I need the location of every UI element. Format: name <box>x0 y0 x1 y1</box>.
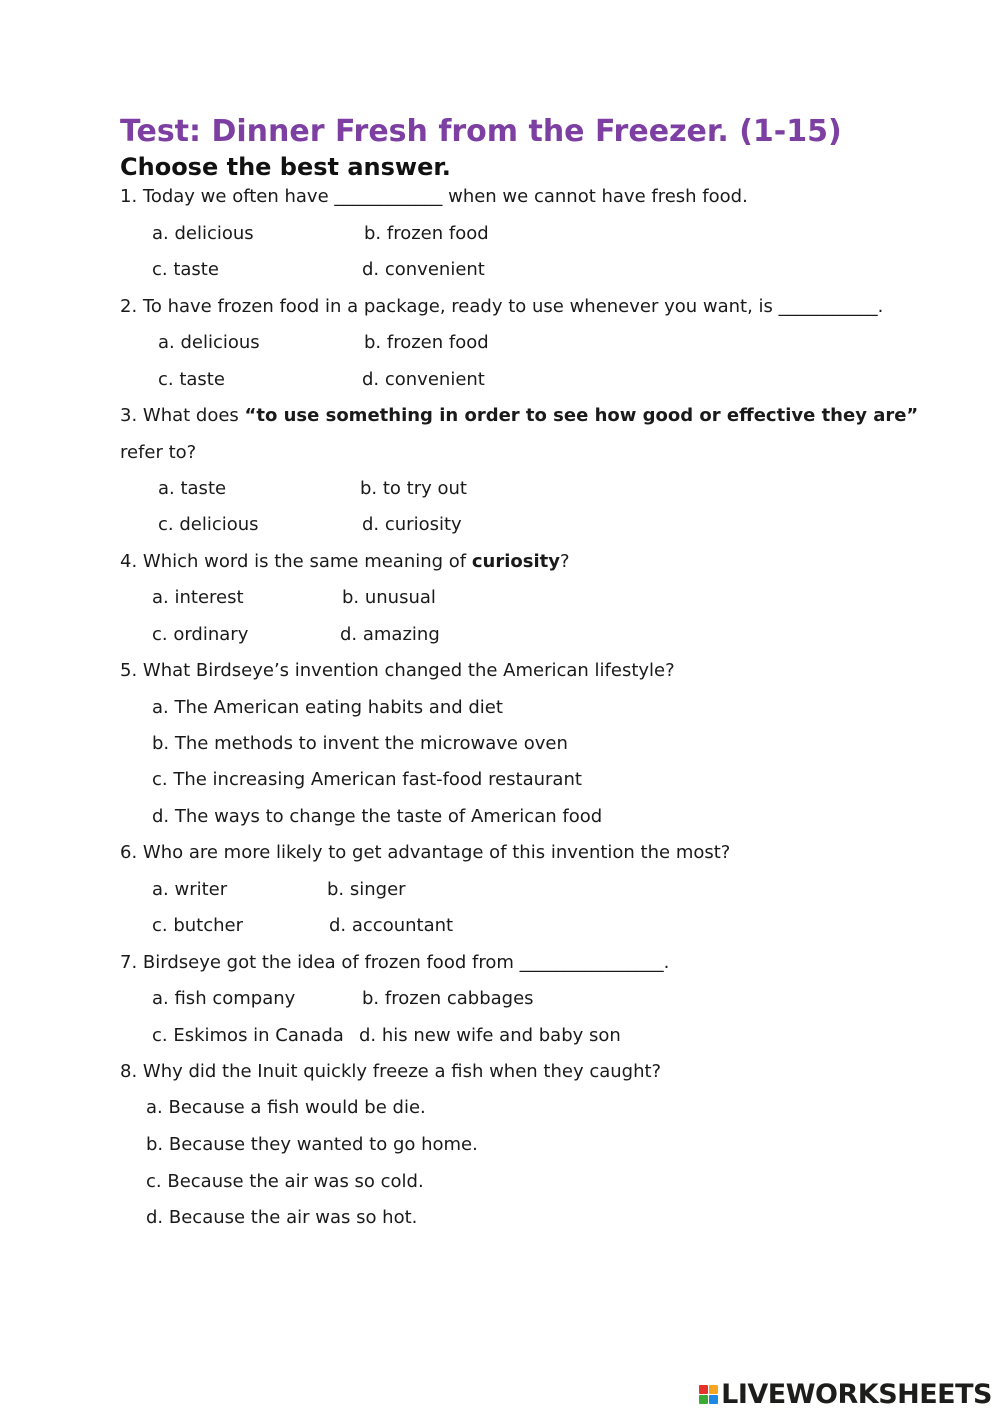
page-title: Test: Dinner Fresh from the Freezer. (1-15) <box>120 114 842 149</box>
question-4-mark: ? <box>560 551 570 572</box>
q8-option-d[interactable]: d. Because the air was so hot. <box>146 1207 418 1228</box>
q6-option-a[interactable]: a. writer <box>152 879 228 900</box>
q6-option-b[interactable]: b. singer <box>327 879 406 900</box>
q8-option-a[interactable]: a. Because a fish would be die. <box>146 1097 426 1118</box>
q3-option-a[interactable]: a. taste <box>158 478 227 499</box>
question-3 <box>120 404 918 428</box>
q7-option-b[interactable]: b. frozen cabbages <box>362 988 534 1009</box>
q5-option-c[interactable]: c. The increasing American fast-food restaurant <box>152 769 582 790</box>
question-4 <box>120 550 570 574</box>
q8-option-c[interactable]: c. Because the air was so cold. <box>146 1171 424 1192</box>
logo-block-green <box>699 1395 708 1404</box>
q4-option-c[interactable]: c. ordinary <box>152 624 249 645</box>
question-7: 7. Birdseye got the idea of frozen food from ________________. <box>120 952 670 973</box>
q4-option-b[interactable]: b. unusual <box>342 587 436 608</box>
q7-option-c[interactable]: c. Eskimos in Canada <box>152 1025 344 1046</box>
question-8: 8. Why did the Inuit quickly freeze a fish when they caught? <box>120 1061 662 1082</box>
q2-option-d[interactable]: d. convenient <box>362 369 485 390</box>
question-6: 6. Who are more likely to get advantage of this invention the most? <box>120 842 731 863</box>
question-3-text: 3. What does <box>120 405 245 426</box>
question-4-text: 4. Which word is the same meaning of <box>120 551 472 572</box>
q1-option-d[interactable]: d. convenient <box>362 259 485 280</box>
q3-option-b[interactable]: b. to try out <box>360 478 467 499</box>
q3-option-c[interactable]: c. delicious <box>158 514 259 535</box>
logo-block-red <box>699 1385 708 1394</box>
q4-option-d[interactable]: d. amazing <box>340 624 440 645</box>
q2-option-b[interactable]: b. frozen food <box>364 332 489 353</box>
q2-option-c[interactable]: c. taste <box>158 369 225 390</box>
logo-block-blue <box>709 1395 718 1404</box>
q6-option-c[interactable]: c. butcher <box>152 915 244 936</box>
question-5: 5. What Birdseye’s invention changed the American lifestyle? <box>120 660 675 681</box>
q4-option-a[interactable]: a. interest <box>152 587 244 608</box>
q5-option-d[interactable]: d. The ways to change the taste of American food <box>152 806 603 827</box>
q1-option-a[interactable]: a. delicious <box>152 223 254 244</box>
question-4-bold: curiosity <box>471 551 560 572</box>
logo-text: LIVEWORKSHEETS <box>721 1378 992 1410</box>
q7-option-d[interactable]: d. his new wife and baby son <box>359 1025 621 1046</box>
q5-option-a[interactable]: a. The American eating habits and diet <box>152 697 503 718</box>
question-1: 1. Today we often have ____________ when we cannot have fresh food. <box>120 186 748 207</box>
q1-option-b[interactable]: b. frozen food <box>364 223 489 244</box>
q3-option-d[interactable]: d. curiosity <box>362 514 462 535</box>
logo-block-orange <box>709 1385 718 1394</box>
q6-option-d[interactable]: d. accountant <box>329 915 454 936</box>
question-2: 2. To have frozen food in a package, ready to use whenever you want, is ___________. <box>120 296 884 317</box>
logo-blocks-icon <box>699 1385 718 1404</box>
instruction: Choose the best answer. <box>120 153 451 181</box>
question-3-bold: “to use something in order to see how good or effective they are” <box>244 405 919 426</box>
q7-option-a[interactable]: a. fish company <box>152 988 296 1009</box>
q2-option-a[interactable]: a. delicious <box>158 332 260 353</box>
question-3-continued: refer to? <box>120 442 197 463</box>
q8-option-b[interactable]: b. Because they wanted to go home. <box>146 1134 478 1155</box>
liveworksheets-logo[interactable] <box>699 1378 992 1410</box>
q5-option-b[interactable]: b. The methods to invent the microwave oven <box>152 733 568 754</box>
q1-option-c[interactable]: c. taste <box>152 259 219 280</box>
